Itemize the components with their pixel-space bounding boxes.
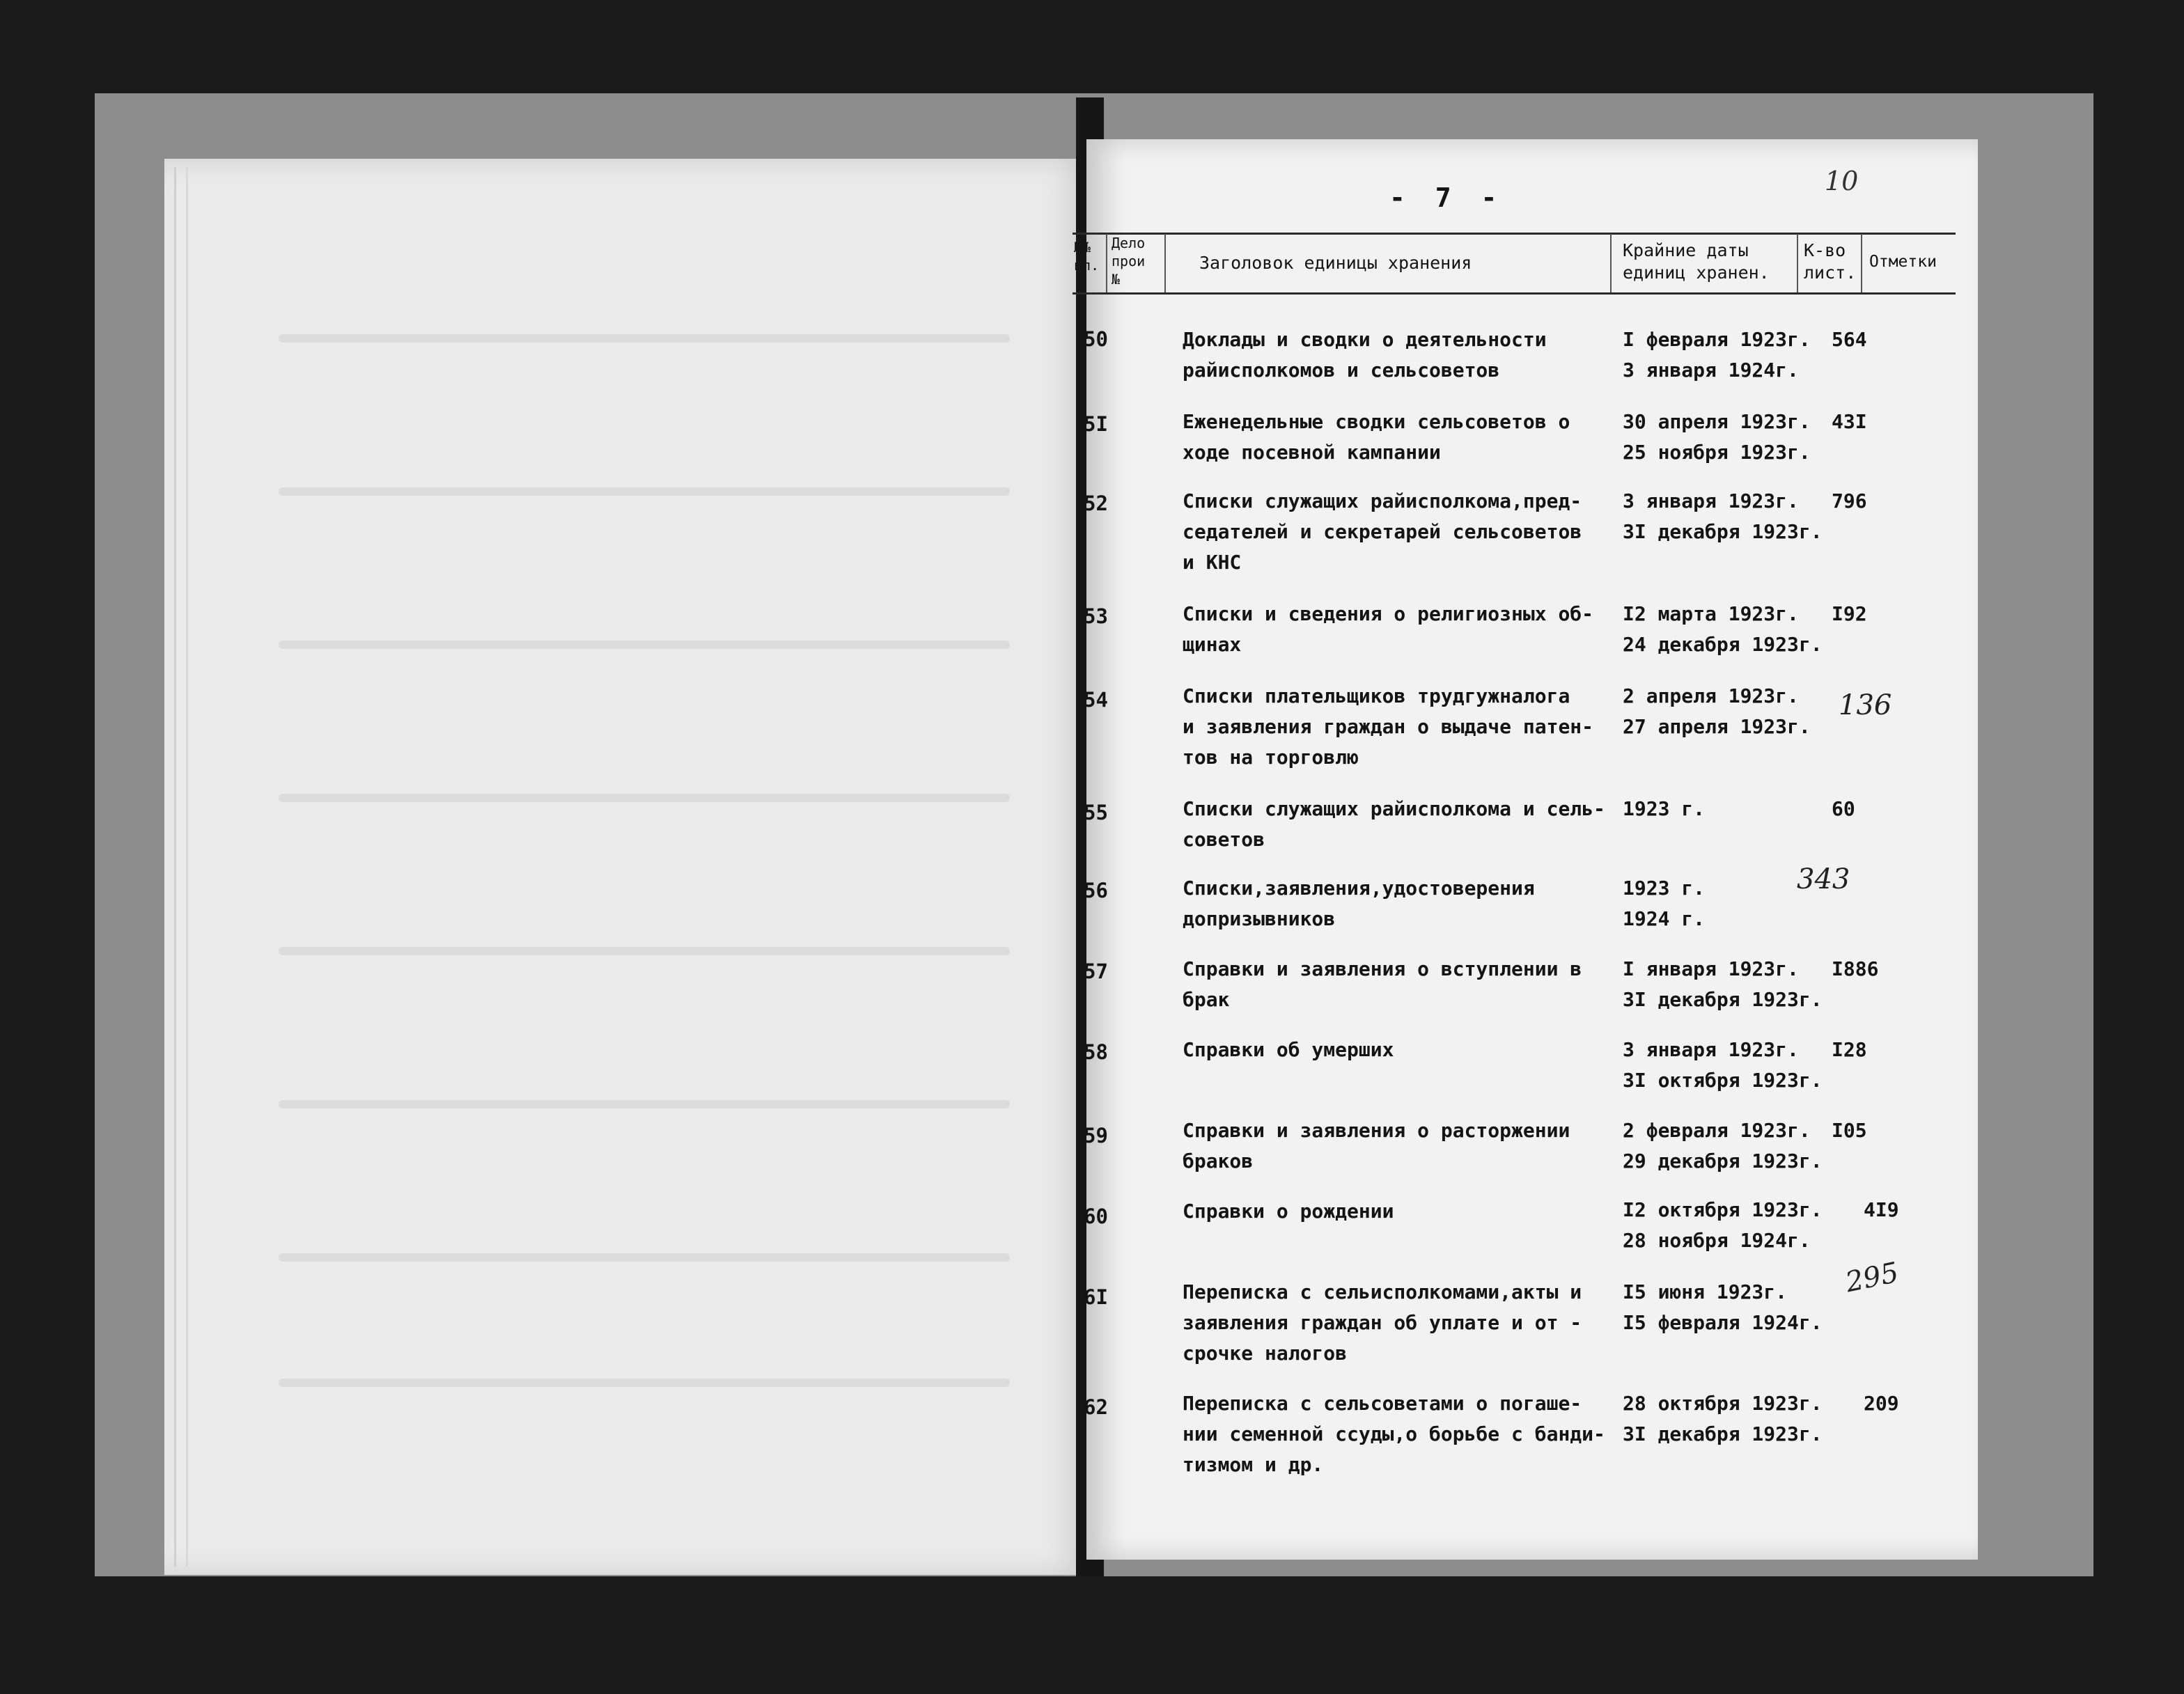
table-header-top-rule — [1072, 233, 1956, 235]
left-page-blank — [164, 159, 1084, 1575]
row-sheets: 564 — [1832, 328, 1867, 351]
row-num: 60 — [1084, 1205, 1108, 1228]
row-sheets: 43I — [1832, 410, 1867, 433]
row-title: Списки служащих райисполкома и сель- советов — [1183, 797, 1605, 851]
row-dates: 3 января 1923г. 3I декабря 1923г. — [1623, 489, 1823, 543]
row-title: Еженедельные сводки сельсоветов о ходе посевной кампании — [1183, 410, 1570, 464]
row-sheets: I92 — [1832, 602, 1867, 625]
row-dates: I5 июня 1923г. I5 февраля 1924г. — [1623, 1280, 1823, 1334]
row-dates: 28 октября 1923г. 3I декабря 1923г. — [1623, 1392, 1823, 1445]
bleed-through-text — [279, 641, 1010, 649]
row-title: Справки и заявления о расторжении браков — [1183, 1119, 1570, 1173]
row-sheets: I05 — [1832, 1119, 1867, 1142]
row-title: Списки и сведения о религиозных об- щинах — [1183, 602, 1594, 656]
row-dates: 30 апреля 1923г. 25 ноября 1923г. — [1623, 410, 1811, 464]
handwritten-folio-number: 10 — [1825, 166, 1859, 196]
row-sheets: 4I9 — [1864, 1198, 1899, 1221]
header-case: Дело прои № — [1112, 235, 1146, 288]
row-num: 58 — [1084, 1040, 1108, 1064]
bleed-through-text — [279, 487, 1010, 496]
row-title: Справки о рождении — [1183, 1200, 1394, 1223]
row-num: 50 — [1084, 327, 1108, 351]
row-num: 62 — [1084, 1395, 1108, 1419]
row-num: 6I — [1084, 1285, 1108, 1309]
row-dates: 1923 г. — [1623, 797, 1706, 820]
row-title: Доклады и сводки о деятельности райисполкомов и сельсоветов — [1183, 328, 1547, 382]
column-divider — [1610, 234, 1612, 292]
row-dates: I января 1923г. 3I декабря 1923г. — [1623, 957, 1823, 1011]
row-num: 54 — [1084, 688, 1108, 712]
bleed-through-text — [279, 947, 1010, 955]
page-number: - 7 - — [1389, 182, 1504, 213]
row-dates: I2 марта 1923г. 24 декабря 1923г. — [1623, 602, 1823, 656]
row-num: 55 — [1084, 801, 1108, 824]
row-num: 56 — [1084, 879, 1108, 902]
row-num: 5I — [1084, 412, 1108, 436]
header-notes: Отметки — [1869, 253, 1937, 271]
row-title: Переписка с сельсоветами о погаше- нии семенной ссуды,о борьбе с банди- тизмом и др. — [1183, 1392, 1605, 1476]
column-divider — [1797, 234, 1798, 292]
row-title: Списки,заявления,удостоверения допризывников — [1183, 877, 1535, 930]
row-sheets: 60 — [1832, 797, 1855, 820]
row-dates: 2 февраля 1923г. 29 декабря 1923г. — [1623, 1119, 1823, 1173]
row-num: 57 — [1084, 959, 1108, 983]
bleed-through-text — [279, 1379, 1010, 1387]
row-title: Списки плательщиков трудгужналога и заявления граждан о выдаче патен- тов на торговлю — [1183, 684, 1594, 769]
bleed-through-text — [279, 1100, 1010, 1108]
row-title: Справки об умерших — [1183, 1038, 1394, 1061]
row-title: Справки и заявления о вступлении в брак — [1183, 957, 1582, 1011]
column-divider — [1861, 234, 1862, 292]
row-sheets: 209 — [1864, 1392, 1899, 1415]
row-dates: 1923 г. 1924 г. — [1623, 877, 1706, 930]
row-dates: I февраля 1923г. 3 января 1924г. — [1623, 328, 1811, 382]
bleed-through-text — [279, 794, 1010, 802]
row-num: 52 — [1084, 492, 1108, 515]
header-title: Заголовок единицы хранения — [1199, 253, 1472, 273]
row-dates: 2 апреля 1923г. 27 апреля 1923г. — [1623, 684, 1811, 738]
table-header-bottom-rule — [1072, 292, 1956, 295]
row-sheets: I28 — [1832, 1038, 1867, 1061]
row-num: 53 — [1084, 604, 1108, 628]
row-dates: 3 января 1923г. 3I октября 1923г. — [1623, 1038, 1823, 1092]
handwritten-sheet-count: 295 — [1843, 1256, 1902, 1299]
row-title: Списки служащих райисполкома,пред- седателей и секретарей сельсоветов и КНС — [1183, 489, 1582, 574]
column-divider — [1106, 234, 1107, 292]
row-dates: I2 октября 1923г. 28 ноября 1924г. — [1623, 1198, 1823, 1252]
bleed-through-text — [279, 334, 1010, 343]
row-sheets: I886 — [1832, 957, 1879, 980]
handwritten-sheet-count: 136 — [1839, 689, 1892, 721]
page-leaf-edges — [174, 167, 188, 1567]
row-title: Переписка с сельисполкомами,акты и заявления граждан об уплате и от - срочке налогов — [1183, 1280, 1582, 1365]
header-dates: Крайние даты единиц хранен. — [1623, 240, 1770, 283]
column-divider — [1164, 234, 1166, 292]
row-num: 59 — [1084, 1124, 1108, 1147]
header-sheets: К-во лист. — [1804, 240, 1857, 283]
handwritten-sheet-count: 343 — [1797, 863, 1850, 895]
header-num: №№ пп. — [1074, 239, 1100, 274]
bleed-through-text — [279, 1253, 1010, 1262]
row-sheets: 796 — [1832, 489, 1867, 512]
